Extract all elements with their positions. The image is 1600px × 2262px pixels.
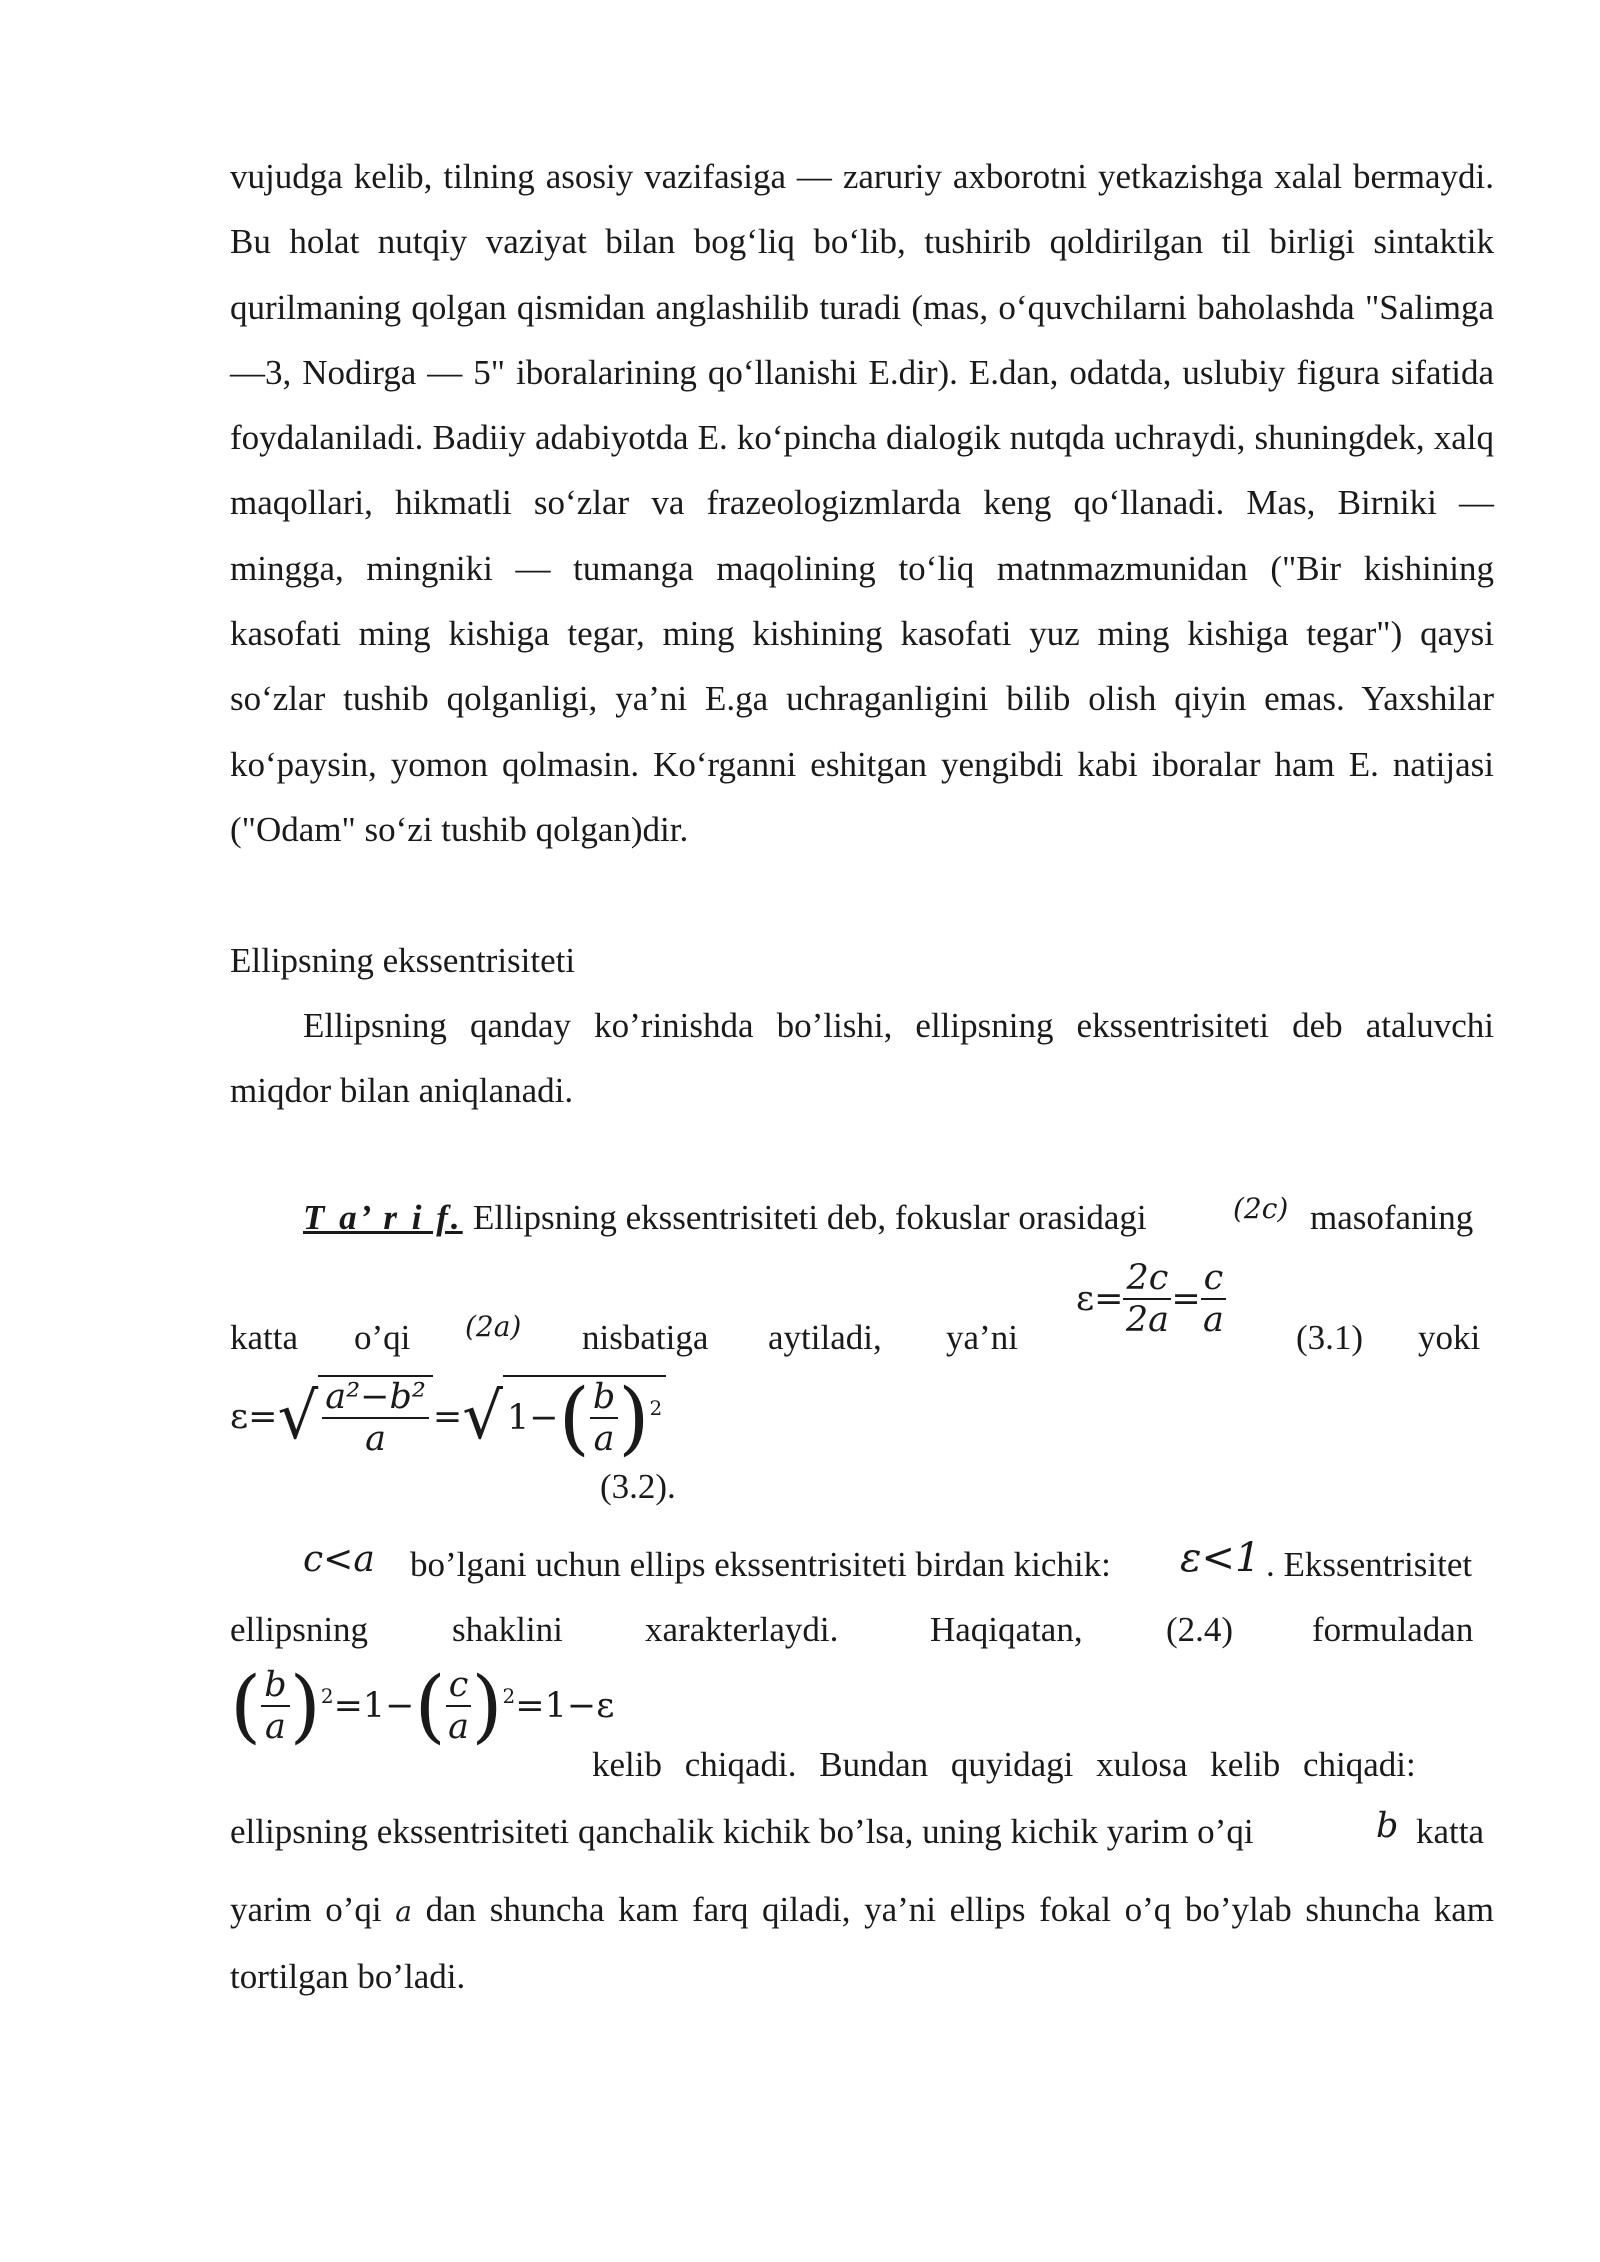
word-oqi: o’qi — [354, 1318, 411, 1357]
word-xarakterlaydi: xarakterlaydi. — [645, 1610, 839, 1649]
fraction-a2b2-a — [322, 1377, 429, 1459]
word-nisbatiga: nisbatiga — [582, 1318, 709, 1357]
equation-label-3-1: (3.1) — [1296, 1318, 1364, 1357]
formula-3-1-eq: = — [1171, 1279, 1201, 1319]
numerator-2c: 2c — [1123, 1258, 1171, 1300]
denominator-a-2: a — [365, 1419, 387, 1459]
word-yoki: yoki — [1418, 1318, 1481, 1357]
sqrt-2 — [503, 1371, 666, 1464]
denominator-a-3: a — [593, 1419, 615, 1459]
paragraph-3-line-1 — [230, 1535, 1494, 1595]
paragraph-3-tail — [230, 1877, 1494, 2010]
sqrt-1 — [318, 1375, 433, 1459]
equation-label-3-2: (3.2). — [600, 1467, 676, 1506]
numerator-a2-b2: a²−b² — [322, 1377, 429, 1419]
paragraph-3-line-5 — [230, 1877, 1494, 2007]
word-2-4: (2.4) — [1166, 1610, 1234, 1649]
formula-3-2-line — [230, 1371, 1494, 1506]
denominator-a-4: a — [264, 1707, 286, 1747]
var-a: a — [395, 1895, 412, 1928]
numerator-b-2: b — [261, 1665, 289, 1707]
left-paren: ( — [558, 1371, 590, 1464]
fraction-c-a-2 — [446, 1665, 472, 1747]
numerator-c-2: c — [446, 1665, 472, 1707]
word-formuladan: formuladan — [1312, 1610, 1474, 1649]
sqrt-sign: √ — [277, 1380, 319, 1454]
paren-open-2: ( — [414, 1659, 446, 1752]
paragraph-intro: Ellipsning qanday ko’rinishda bo’lishi, ellipsning ekssentrisiteti deb ataluvchi miqdor bilan aniqlanadi. — [230, 1006, 1494, 1111]
paragraph-3-line-4 — [230, 1806, 1494, 1872]
word-shaklini: shaklini — [452, 1610, 563, 1649]
one-minus: 1− — [507, 1398, 559, 1438]
eq-one-minus-eps: =1−ε — [515, 1686, 615, 1726]
power-2-b: 2 — [320, 1683, 334, 1708]
paren-close-1: ) — [289, 1659, 321, 1752]
numerator-b: b — [590, 1377, 618, 1419]
definition-text-2: masofaning — [1310, 1198, 1474, 1237]
eq-one-minus: =1− — [333, 1686, 415, 1726]
formula-3-2-eq: = — [432, 1397, 463, 1437]
definition-line-2 — [230, 1250, 1494, 1370]
word-katta-2: katta — [1416, 1812, 1485, 1851]
word-haqiqatan: Haqiqatan, — [930, 1610, 1083, 1649]
power-2-c: 2 — [502, 1683, 516, 1708]
definition-text: Ellipsning ekssentrisiteti deb, fokuslar orasidagi — [473, 1198, 1147, 1237]
section-heading: Ellipsning ekssentrisiteti — [230, 941, 576, 980]
word-aytiladi: aytiladi, — [768, 1318, 882, 1357]
formula-3-1 — [1076, 1258, 1226, 1340]
fraction-b-a — [590, 1377, 618, 1459]
fraction-2c-2a — [1123, 1258, 1171, 1340]
sqrt-sign-2: √ — [462, 1380, 504, 1454]
condition-eps-less-1: ε<1 — [1180, 1535, 1261, 1581]
formula-3-1-lhs: ε= — [1076, 1279, 1124, 1319]
paragraph-3-text-7: dan shuncha kam farq qiladi, ya’ni ellips fokal o’q bo’ylab shuncha kam tortilgan bo’ladi. — [230, 1890, 1495, 1997]
fraction-b-a-2 — [261, 1665, 289, 1747]
paragraph-3-text-3: kelib chiqadi. Bundan quyidagi xulosa kelib chiqadi: — [592, 1745, 1416, 1784]
denominator-2a: 2a — [1125, 1300, 1169, 1340]
yarim-oqi: yarim o’qi — [230, 1890, 382, 1929]
paren-close-2: ) — [471, 1659, 503, 1752]
focal-distance: (2c) — [1233, 1192, 1289, 1225]
formula-b-a-squared — [230, 1659, 615, 1752]
paragraph-3-formula-line — [230, 1659, 1494, 1785]
paragraph-ellipsis: vujudga kelib, tilning asosiy vazifasiga — zaruriy axborotni yetkazishga xalal bermaydi. Bu holat nutqiy vaziyat bilan bog‘liq bo‘lib, tushirib qoldirilgan til birligi sintaktik qurilmaning qolgan qismidan anglashilib turadi (mas, o‘quvchilarni baholashda "Salimga —3, Nodirga — 5" iboralarining qo‘llanishi E.dir). E.dan, odatda, uslubiy figura sifatida foydalaniladi. Badiiy adabiyotda E. ko‘pincha dialogik nutqda uchraydi, shuningdek, xalq maqollari, hikmatli so‘zlar va frazeologizmlarda keng qo‘llanadi. Mas, Birniki — mingga, mingniki — tumanga maqolining to‘liq matnmazmunidan ("Bir kishining kasofati ming kishiga tegar, ming kishining kasofati yuz ming kishiga tegar") qaysi so‘zlar tushib qolganligi, ya’ni E.ga uchraganligini bilib olish qiyin emas. Yaxshilar ko‘paysin, yomon qolmasin. Ko‘rganni eshitgan yengibdi kabi iboralar ham E. natijasi ("Odam" so‘zi tushib qolgan)dir. — [230, 157, 1494, 849]
denominator-a: a — [1203, 1300, 1224, 1340]
right-paren: ) — [618, 1371, 650, 1464]
denominator-a-5: a — [448, 1707, 469, 1747]
paragraph-3-text-1: bo’lgani uchun ellips ekssentrisiteti birdan kichik: — [410, 1545, 1111, 1584]
major-axis: (2a) — [465, 1310, 522, 1343]
fraction-c-a — [1201, 1258, 1227, 1340]
var-b: b — [1376, 1806, 1399, 1846]
word-katta: katta — [230, 1318, 299, 1357]
word-yani: ya’ni — [946, 1318, 1018, 1357]
paragraph-3-text-4: ellipsning ekssentrisiteti qanchalik kichik bo’lsa, uning kichik yarim o’qi — [230, 1812, 1254, 1851]
formula-3-2-lhs: ε= — [230, 1397, 278, 1437]
definition-line-1 — [230, 1190, 1494, 1250]
word-ellipsning: ellipsning — [230, 1610, 369, 1649]
power-2: 2 — [649, 1395, 663, 1420]
definition-label: T a’ r i f. — [303, 1198, 463, 1237]
numerator-c: c — [1201, 1258, 1227, 1300]
paren-open-1: ( — [230, 1659, 262, 1752]
paragraph-3-text-2: . Ekssentrisitet — [1266, 1545, 1473, 1584]
formula-3-2 — [230, 1371, 666, 1464]
condition-c-less-a: c<a — [303, 1539, 375, 1580]
